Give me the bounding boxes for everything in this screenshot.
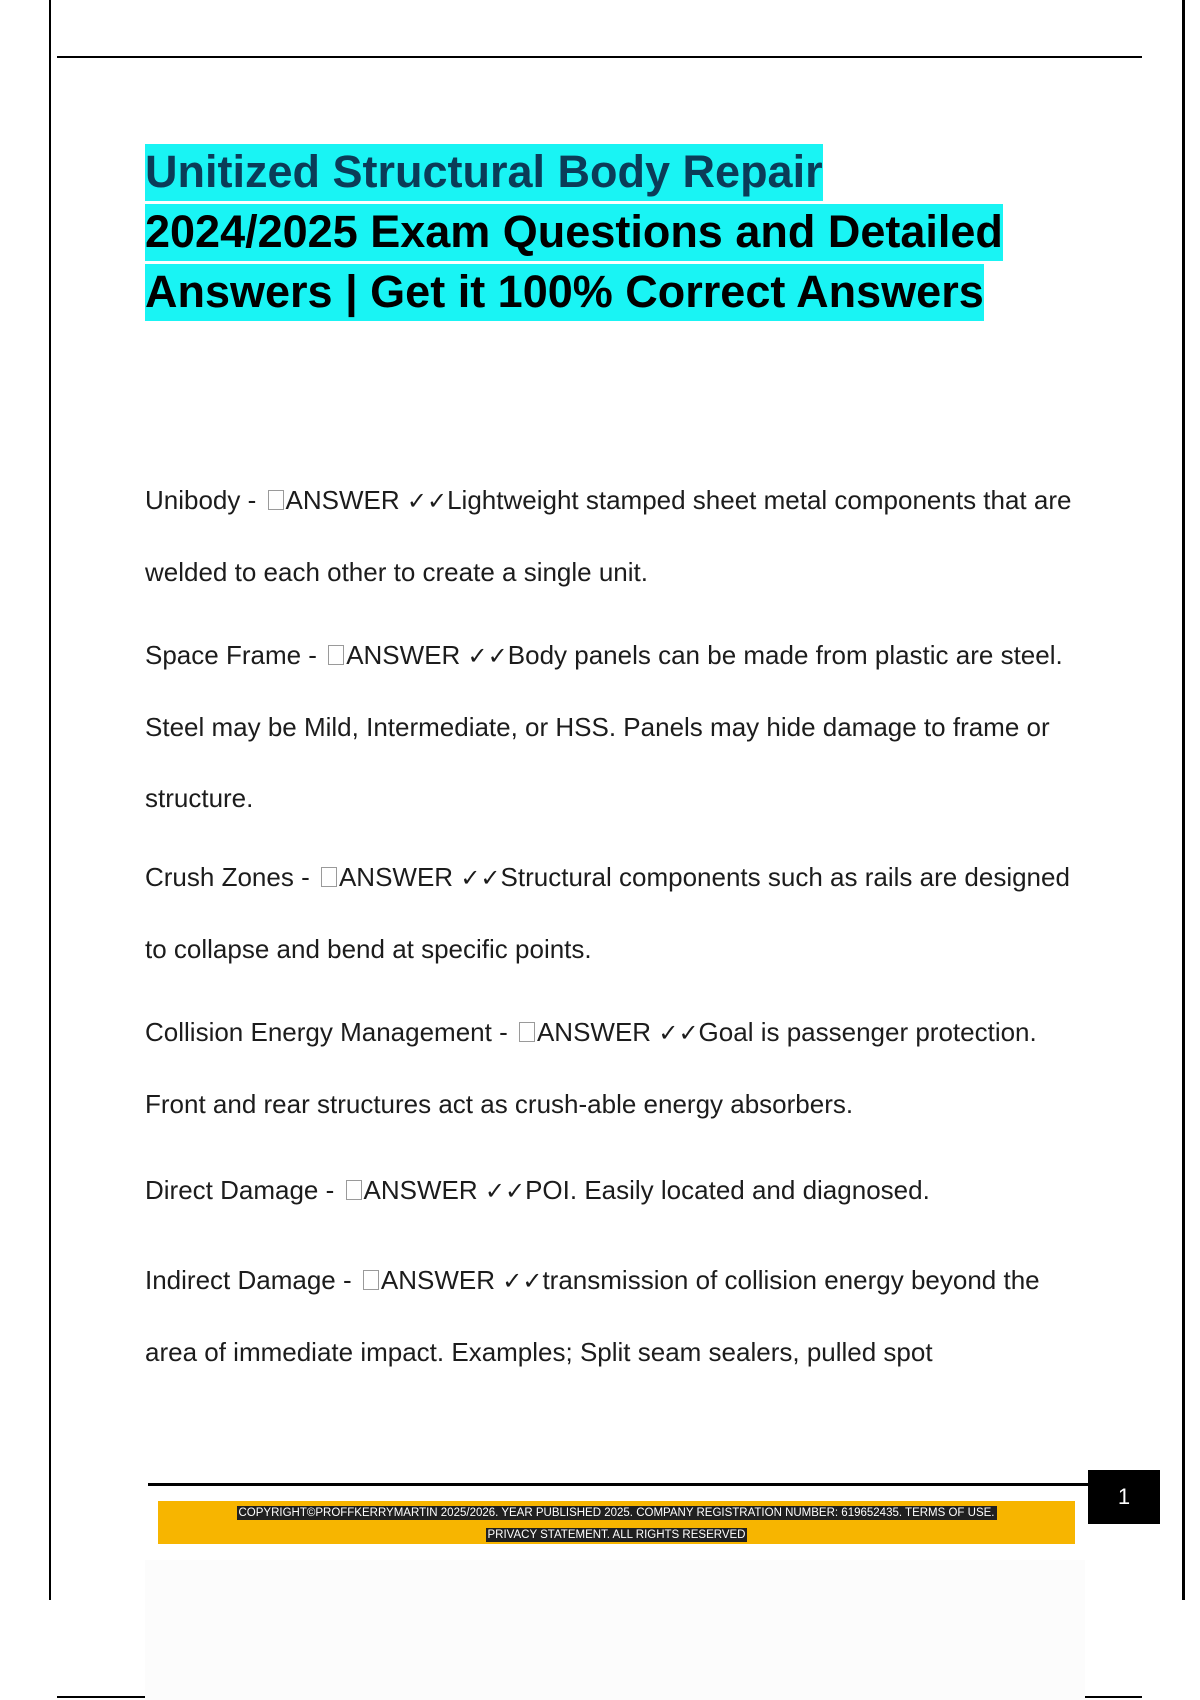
entry-definition: Body panels can be made from plastic are steel. Steel may be Mild, Intermediate, or HSS. Panels may hide damage to frame or structure. <box>145 640 1063 813</box>
entry-definition: Goal is passenger protection. Front and rear structures act as crush-able energy absorbers. <box>145 1017 1037 1119</box>
answer-marker: ANSWER <box>536 1017 652 1047</box>
entry-term: Collision Energy Management <box>145 1017 492 1047</box>
right-page-border <box>1182 0 1185 1600</box>
entry-collision-energy-management: Collision Energy Management - ANSWER ✓✓Goal is passenger protection. Front and rear structures act as crush-able energy absorbers. <box>145 1017 1037 1119</box>
answer-marker: ANSWER <box>346 640 461 670</box>
copyright-line-2: PRIVACY STATEMENT. ALL RIGHTS RESERVED <box>487 1529 746 1541</box>
missing-glyph-box-icon <box>328 645 344 665</box>
entry-term: Direct Damage <box>145 1175 319 1205</box>
entry-term: Space Frame <box>145 640 302 670</box>
entry-direct-damage: Direct Damage - ANSWER ✓✓POI. Easily located and diagnosed. <box>145 1175 930 1205</box>
double-check-icon: ✓✓ <box>484 1177 526 1205</box>
copyright-line-1: COPYRIGHT©PROFFKERRYMARTIN 2025/2026. YEAR PUBLISHED 2025. COMPANY REGISTRATION NUMBER: 619652435. TERMS OF USE. <box>238 1507 995 1519</box>
copyright-notice <box>158 1502 1075 1546</box>
entry-term: Crush Zones <box>145 862 294 892</box>
entry-crush-zones: Crush Zones - ANSWER ✓✓Structural components such as rails are designed to collapse and bend at specific points. <box>145 862 1070 964</box>
title-line-1: Unitized Structural Body Repair <box>145 144 823 201</box>
left-page-border <box>49 0 51 1600</box>
double-check-icon: ✓✓ <box>658 1019 699 1047</box>
missing-glyph-box-icon <box>321 867 337 887</box>
answer-marker: ANSWER <box>380 1265 495 1295</box>
answer-marker: ANSWER <box>363 1175 478 1205</box>
missing-glyph-box-icon <box>268 490 284 510</box>
page-number: 1 <box>1117 1484 1131 1509</box>
entry-definition: transmission of collision energy beyond the area of immediate impact. Examples; Split seam sealers, pulled spot <box>145 1265 1040 1367</box>
entry-definition: Structural components such as rails are designed to collapse and bend at specific points. <box>145 862 1070 964</box>
missing-glyph-box-icon <box>363 1270 379 1290</box>
missing-glyph-box-icon <box>519 1022 535 1042</box>
footer-rule <box>148 1483 1088 1486</box>
answer-marker: ANSWER <box>338 862 454 892</box>
next-page-shadow <box>145 1560 1085 1700</box>
double-check-icon: ✓✓ <box>467 642 508 670</box>
entry-unibody: Unibody - ANSWER ✓✓Lightweight stamped sheet metal components that are welded to each other to create a single unit. <box>145 485 1072 587</box>
entry-indirect-damage: Indirect Damage - ANSWER ✓✓transmission of collision energy beyond the area of immediate impact. Examples; Split seam sealers, pulled spot <box>145 1265 1040 1367</box>
top-rule <box>57 56 1142 58</box>
entry-definition: POI. Easily located and diagnosed. <box>525 1175 930 1205</box>
page-number-box <box>1088 1470 1160 1524</box>
answer-marker: ANSWER <box>285 485 400 515</box>
double-check-icon: ✓✓ <box>406 487 448 515</box>
entry-term: Unibody <box>145 485 241 515</box>
entry-space-frame: Space Frame - ANSWER ✓✓Body panels can be made from plastic are steel. Steel may be Mild, Intermediate, or HSS. Panels may hide damage to frame or structure. <box>145 640 1063 813</box>
double-check-icon: ✓✓ <box>502 1267 543 1295</box>
title-line-2: 2024/2025 Exam Questions and Detailed <box>145 204 1003 261</box>
entry-definition: Lightweight stamped sheet metal components that are welded to each other to create a single unit. <box>145 485 1072 587</box>
title-line-3: Answers | Get it 100% Correct Answers <box>145 264 984 321</box>
document-title <box>145 142 1085 322</box>
missing-glyph-box-icon <box>346 1180 362 1200</box>
entry-term: Indirect Damage <box>145 1265 336 1295</box>
double-check-icon: ✓✓ <box>460 864 501 892</box>
